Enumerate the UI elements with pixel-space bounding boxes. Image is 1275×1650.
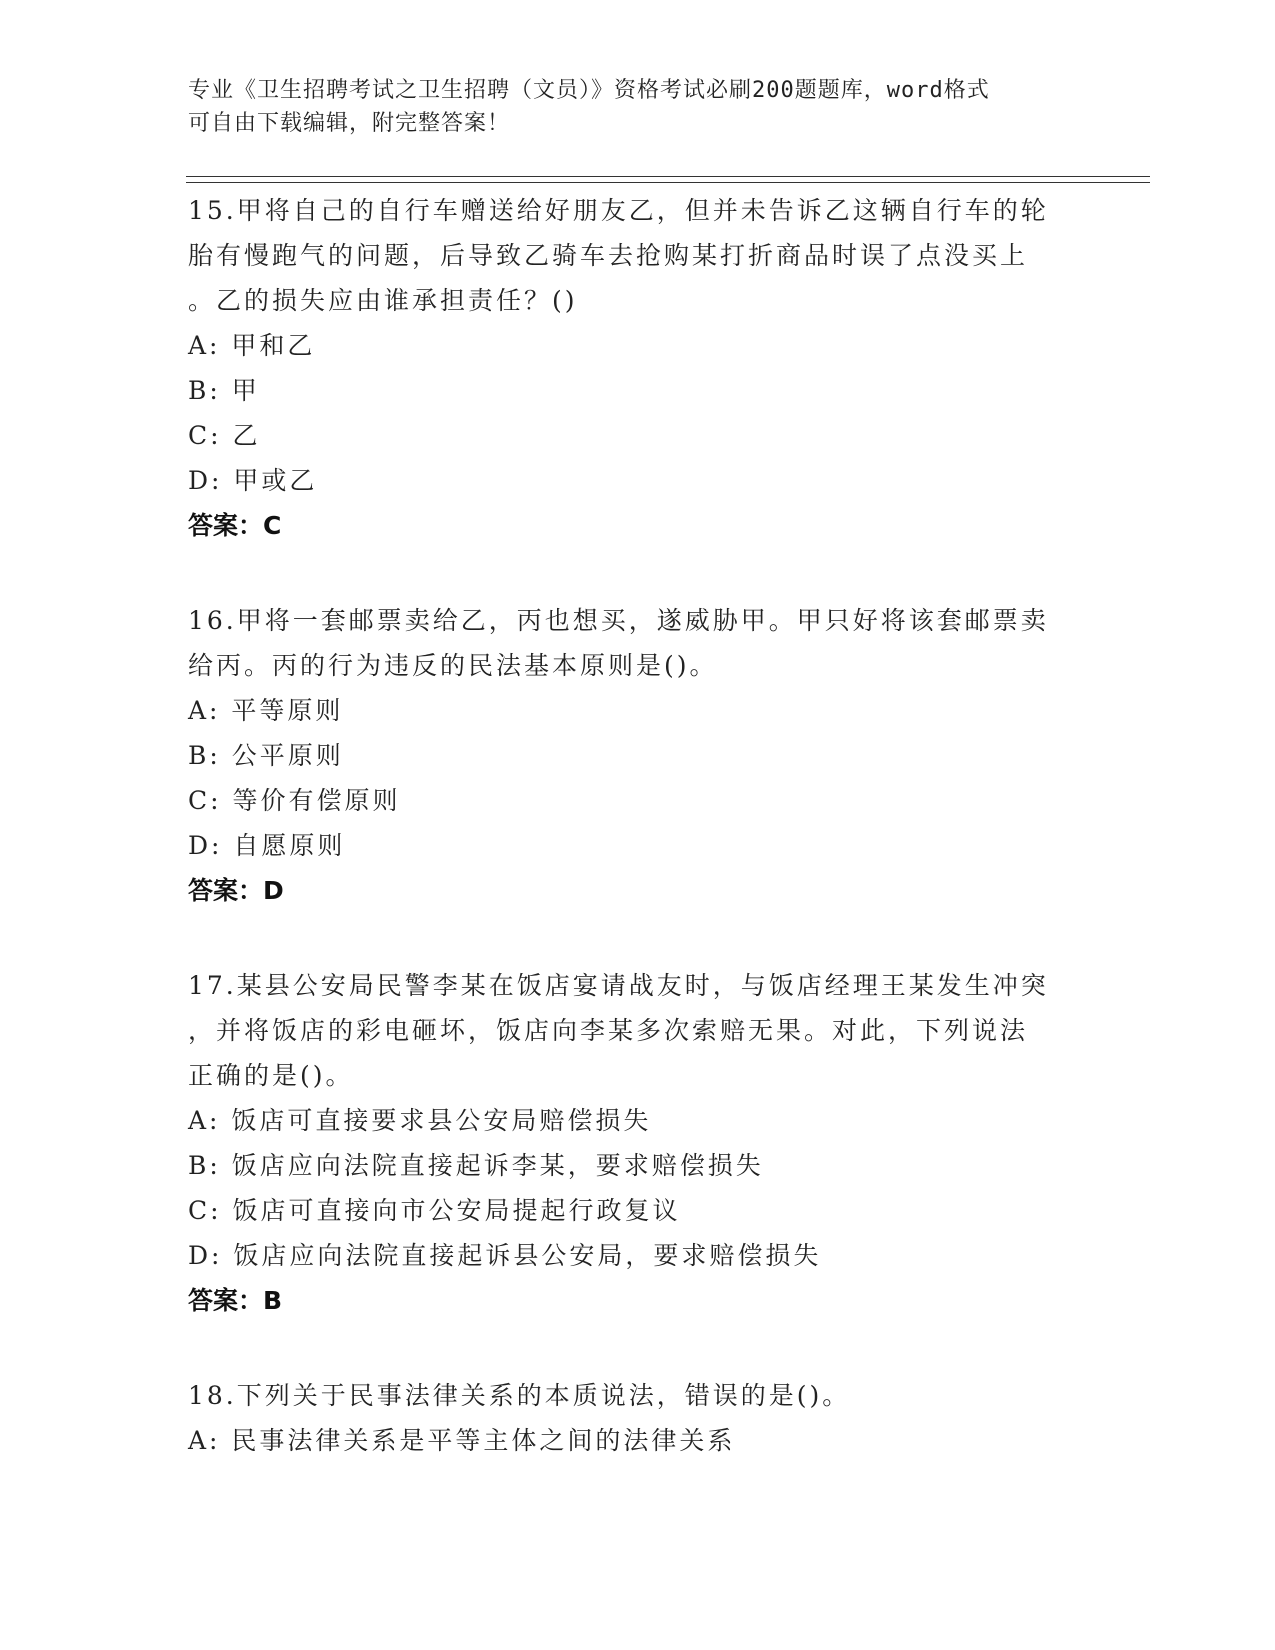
question-text-line: 甲将一套邮票卖给乙，丙也想买，遂威胁甲。甲只好将该套邮票卖: [236, 606, 1049, 635]
question-text-line: ，并将饭店的彩电砸坏，饭店向李某多次索赔无果。对此，下列说法: [188, 1016, 1029, 1045]
option-b: B: 饭店应向法院直接起诉李某，要求赔偿损失: [188, 1151, 764, 1180]
question-number: 17.: [188, 971, 237, 1000]
question-text-line: 正确的是()。: [188, 1061, 354, 1090]
header-divider-bottom: [186, 182, 1150, 183]
option-a: A: 饭店可直接要求县公安局赔偿损失: [188, 1106, 652, 1135]
document-header: [188, 74, 1088, 140]
question-number: 16.: [188, 606, 237, 635]
option-d: D: 饭店应向法院直接起诉县公安局，要求赔偿损失: [188, 1241, 822, 1270]
question-text-line: 甲将自己的自行车赠送给好朋友乙，但并未告诉乙这辆自行车的轮: [236, 196, 1049, 225]
question-18: [188, 1373, 1088, 1463]
header-title-line-1: 专业《卫生招聘考试之卫生招聘（文员）》资格考试必刷200题题库，word格式: [188, 78, 990, 103]
question-16: [188, 598, 1088, 913]
option-d: D: 自愿原则: [188, 831, 346, 860]
option-c: C: 等价有偿原则: [188, 786, 401, 815]
question-text-line: 某县公安局民警李某在饭店宴请战友时，与饭店经理王某发生冲突: [236, 971, 1049, 1000]
header-divider-top: [186, 176, 1150, 177]
answer-line: 答案：D: [188, 876, 284, 905]
option-b: B: 公平原则: [188, 741, 344, 770]
question-text-line: 。乙的损失应由谁承担责任？(): [188, 286, 578, 315]
question-list: [188, 188, 1088, 1513]
option-d: D: 甲或乙: [188, 466, 318, 495]
option-b: B: 甲: [188, 376, 260, 405]
option-a: A: 民事法律关系是平等主体之间的法律关系: [188, 1426, 736, 1455]
option-c: C: 乙: [188, 421, 261, 450]
option-a: A: 平等原则: [188, 696, 344, 725]
question-15: [188, 188, 1088, 548]
option-c: C: 饭店可直接向市公安局提起行政复议: [188, 1196, 681, 1225]
answer-line: 答案：B: [188, 1286, 283, 1315]
header-title-line-2: 可自由下载编辑，附完整答案！: [188, 111, 511, 136]
question-number: 18.: [188, 1381, 237, 1410]
question-17: [188, 963, 1088, 1323]
option-a: A: 甲和乙: [188, 331, 316, 360]
question-text-line: 胎有慢跑气的问题，后导致乙骑车去抢购某打折商品时误了点没买上: [188, 241, 1029, 270]
question-text-line: 下列关于民事法律关系的本质说法，错误的是()。: [236, 1381, 851, 1410]
question-text-line: 给丙。丙的行为违反的民法基本原则是()。: [188, 651, 718, 680]
answer-line: 答案：C: [188, 511, 282, 540]
question-number: 15.: [188, 196, 237, 225]
